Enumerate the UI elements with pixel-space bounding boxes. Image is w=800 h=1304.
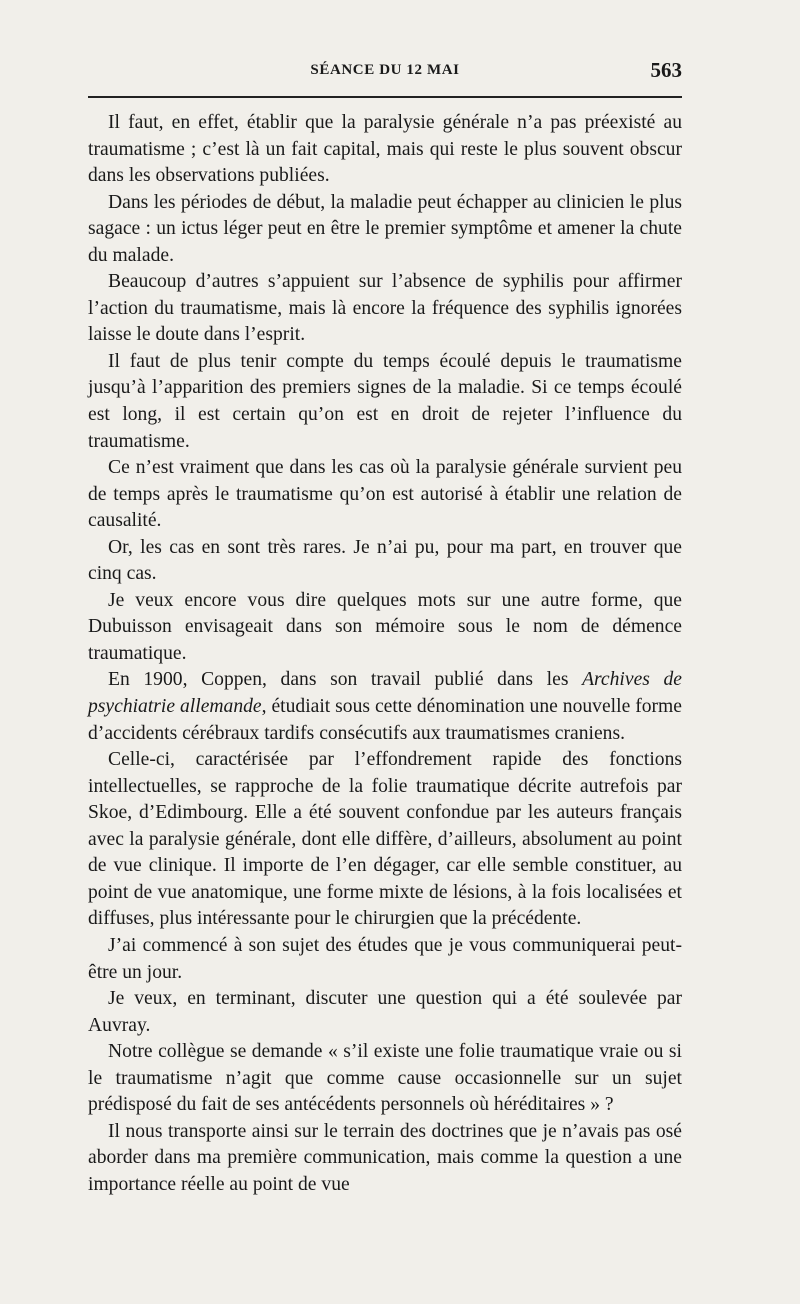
paragraph-text: , étudiait sous cette dénomination une nouvelle forme d’accidents cérébraux tardifs consécutifs aux traumatismes craniens. [88, 696, 682, 744]
paragraph: Je veux encore vous dire quelques mots sur une autre forme, que Dubuisson envisageait dans son mémoire sous le nom de démence traumatique. [88, 589, 682, 664]
running-head [88, 58, 682, 88]
paragraph: Beaucoup d’autres s’appuient sur l’absence de syphilis pour affirmer l’action du traumatisme, mais là encore la fréquence des syphilis ignorées laisse le doute dans l’esprit. [88, 271, 682, 346]
paragraph: Il nous transporte ainsi sur le terrain des doctrines que je n’avais pas osé aborder dans ma première communication, mais comme la question a une importance réelle au point de vue [88, 1120, 682, 1195]
paragraph: Je veux, en terminant, discuter une question qui a été soulevée par Auvray. [88, 988, 682, 1036]
paragraph [88, 667, 682, 747]
journal-title: Archives de psychiatrie allemande [88, 669, 682, 718]
body-text [88, 110, 682, 1198]
header-rule [88, 96, 682, 98]
paragraph: J’ai commencé à son sujet des études que je vous communiquerai peut-être un jour. [88, 934, 682, 983]
paragraph: Dans les périodes de début, la maladie peut échapper au clinicien le plus sagace : un ictus léger peut en être le premier symptôme et amener la chute du malade. [88, 191, 682, 266]
page-number: 563 [650, 58, 682, 82]
paragraph-text: En 1900, Coppen, dans son travail publié dans les [108, 669, 583, 691]
paragraph: Celle-ci, caractérisée par l’effondrement rapide des fonctions intellectuelles, se rapproche de la folie traumatique décrite autrefois par Skoe, d’Edimbourg. Elle a été souvent confondue par les auteurs français avec la paralysie générale, dont elle diffère, d’ailleurs, absolument au point de vue clinique. Il importe de l’en dégager, car elle semble constituer, au point de vue anatomique, une forme mixte de lésions, à la fois localisées et diffuses, plus intéressante pour le chirurgien que la précédente. [88, 749, 682, 930]
running-title: SÉANCE DU 12 MAI [310, 62, 460, 78]
paragraph: Or, les cas en sont très rares. Je n’ai pu, pour ma part, en trouver que cinq cas. [88, 536, 682, 585]
paragraph: Ce n’est vraiment que dans les cas où la paralysie générale survient peu de temps après le traumatisme qu’on est autorisé à établir une relation de causalité. [88, 457, 682, 532]
paragraph: Il faut, en effet, établir que la paralysie générale n’a pas préexisté au traumatisme ; c’est là un fait capital, mais qui reste le plus souvent obscur dans les observations publiées. [88, 112, 682, 187]
paragraph: Notre collègue se demande « s’il existe une folie traumatique vraie ou si le traumatisme n’agit que comme cause occasionnelle sur un sujet prédisposé du fait de ses antécédents personnels où héréditaires » ? [88, 1041, 682, 1116]
paragraph: Il faut de plus tenir compte du temps écoulé depuis le traumatisme jusqu’à l’apparition des premiers signes de la maladie. Si ce temps écoulé est long, il est certain qu’on est en droit de rejeter l’influence du traumatisme. [88, 350, 682, 452]
